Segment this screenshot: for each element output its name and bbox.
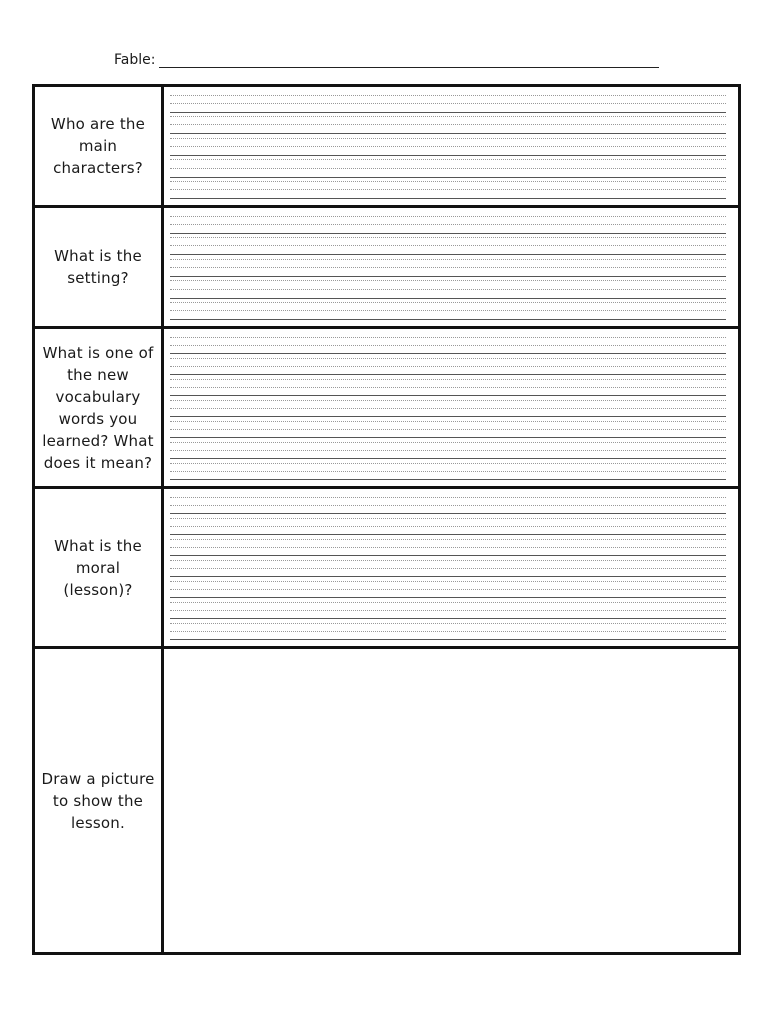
worksheet-row-moral — [34, 488, 740, 648]
dotted-midline — [170, 505, 726, 506]
dotted-midline — [170, 631, 726, 632]
solid-baseline — [170, 177, 726, 178]
prompt-cell — [34, 86, 163, 207]
solid-baseline — [170, 416, 726, 417]
solid-baseline — [170, 198, 726, 199]
solid-baseline — [170, 555, 726, 556]
solid-baseline — [170, 437, 726, 438]
solid-baseline — [170, 298, 726, 299]
prompt-characters: Who are the main characters? — [50, 115, 146, 177]
dotted-guide-line — [170, 400, 726, 401]
dotted-guide-line — [170, 358, 726, 359]
writing-area-characters[interactable] — [163, 86, 740, 207]
prompt-setting: What is the setting? — [54, 247, 142, 287]
worksheet-row-vocabulary — [34, 328, 740, 488]
dotted-midline — [170, 547, 726, 548]
fable-header — [114, 48, 659, 68]
handwriting-lines — [164, 489, 738, 646]
dotted-midline — [170, 429, 726, 430]
dotted-guide-line — [170, 379, 726, 380]
solid-baseline — [170, 534, 726, 535]
solid-baseline — [170, 458, 726, 459]
solid-baseline — [170, 639, 726, 640]
dotted-midline — [170, 189, 726, 190]
writing-area-moral[interactable] — [163, 488, 740, 648]
dotted-midline — [170, 245, 726, 246]
dotted-midline — [170, 450, 726, 451]
worksheet-row-setting — [34, 207, 740, 328]
dotted-guide-line — [170, 337, 726, 338]
dotted-guide-line — [170, 623, 726, 624]
solid-baseline — [170, 112, 726, 113]
dotted-guide-line — [170, 539, 726, 540]
writing-area-vocabulary[interactable] — [163, 328, 740, 488]
solid-baseline — [170, 618, 726, 619]
dotted-midline — [170, 526, 726, 527]
dotted-midline — [170, 146, 726, 147]
dotted-guide-line — [170, 497, 726, 498]
fable-title-blank[interactable] — [159, 53, 659, 68]
worksheet-table — [32, 84, 741, 955]
fable-label: Fable: — [114, 52, 156, 68]
dotted-midline — [170, 124, 726, 125]
prompt-drawing: Draw a picture to show the lesson. — [41, 769, 155, 832]
dotted-midline — [170, 168, 726, 169]
dotted-guide-line — [170, 159, 726, 160]
handwriting-lines — [164, 329, 738, 486]
solid-baseline — [170, 374, 726, 375]
dotted-midline — [170, 471, 726, 472]
dotted-guide-line — [170, 216, 726, 217]
solid-baseline — [170, 395, 726, 396]
prompt-vocabulary: What is one of the new vocabulary words you learned? What does it mean? — [42, 343, 154, 472]
prompt-moral: What is the moral (lesson)? — [54, 536, 142, 599]
solid-baseline — [170, 576, 726, 577]
solid-baseline — [170, 155, 726, 156]
dotted-guide-line — [170, 581, 726, 582]
handwriting-lines — [164, 87, 738, 205]
dotted-midline — [170, 103, 726, 104]
dotted-guide-line — [170, 181, 726, 182]
solid-baseline — [170, 133, 726, 134]
dotted-guide-line — [170, 95, 726, 96]
dotted-guide-line — [170, 259, 726, 260]
worksheet-row-characters — [34, 86, 740, 207]
dotted-guide-line — [170, 138, 726, 139]
dotted-midline — [170, 345, 726, 346]
dotted-midline — [170, 568, 726, 569]
dotted-guide-line — [170, 421, 726, 422]
solid-baseline — [170, 319, 726, 320]
handwriting-lines — [164, 208, 738, 326]
drawing-area[interactable] — [163, 648, 740, 954]
dotted-midline — [170, 408, 726, 409]
prompt-cell — [34, 648, 163, 954]
prompt-cell — [34, 328, 163, 488]
prompt-cell — [34, 207, 163, 328]
dotted-midline — [170, 289, 726, 290]
solid-baseline — [170, 233, 726, 234]
dotted-guide-line — [170, 463, 726, 464]
solid-baseline — [170, 276, 726, 277]
dotted-guide-line — [170, 280, 726, 281]
dotted-guide-line — [170, 116, 726, 117]
dotted-guide-line — [170, 302, 726, 303]
writing-area-setting[interactable] — [163, 207, 740, 328]
solid-baseline — [170, 597, 726, 598]
prompt-cell — [34, 488, 163, 648]
dotted-midline — [170, 589, 726, 590]
dotted-midline — [170, 610, 726, 611]
dotted-guide-line — [170, 602, 726, 603]
dotted-guide-line — [170, 560, 726, 561]
solid-baseline — [170, 479, 726, 480]
solid-baseline — [170, 254, 726, 255]
dotted-guide-line — [170, 518, 726, 519]
dotted-midline — [170, 387, 726, 388]
dotted-midline — [170, 366, 726, 367]
worksheet-row-drawing — [34, 648, 740, 954]
dotted-guide-line — [170, 442, 726, 443]
dotted-midline — [170, 267, 726, 268]
solid-baseline — [170, 513, 726, 514]
dotted-midline — [170, 310, 726, 311]
solid-baseline — [170, 353, 726, 354]
dotted-guide-line — [170, 237, 726, 238]
dotted-midline — [170, 224, 726, 225]
